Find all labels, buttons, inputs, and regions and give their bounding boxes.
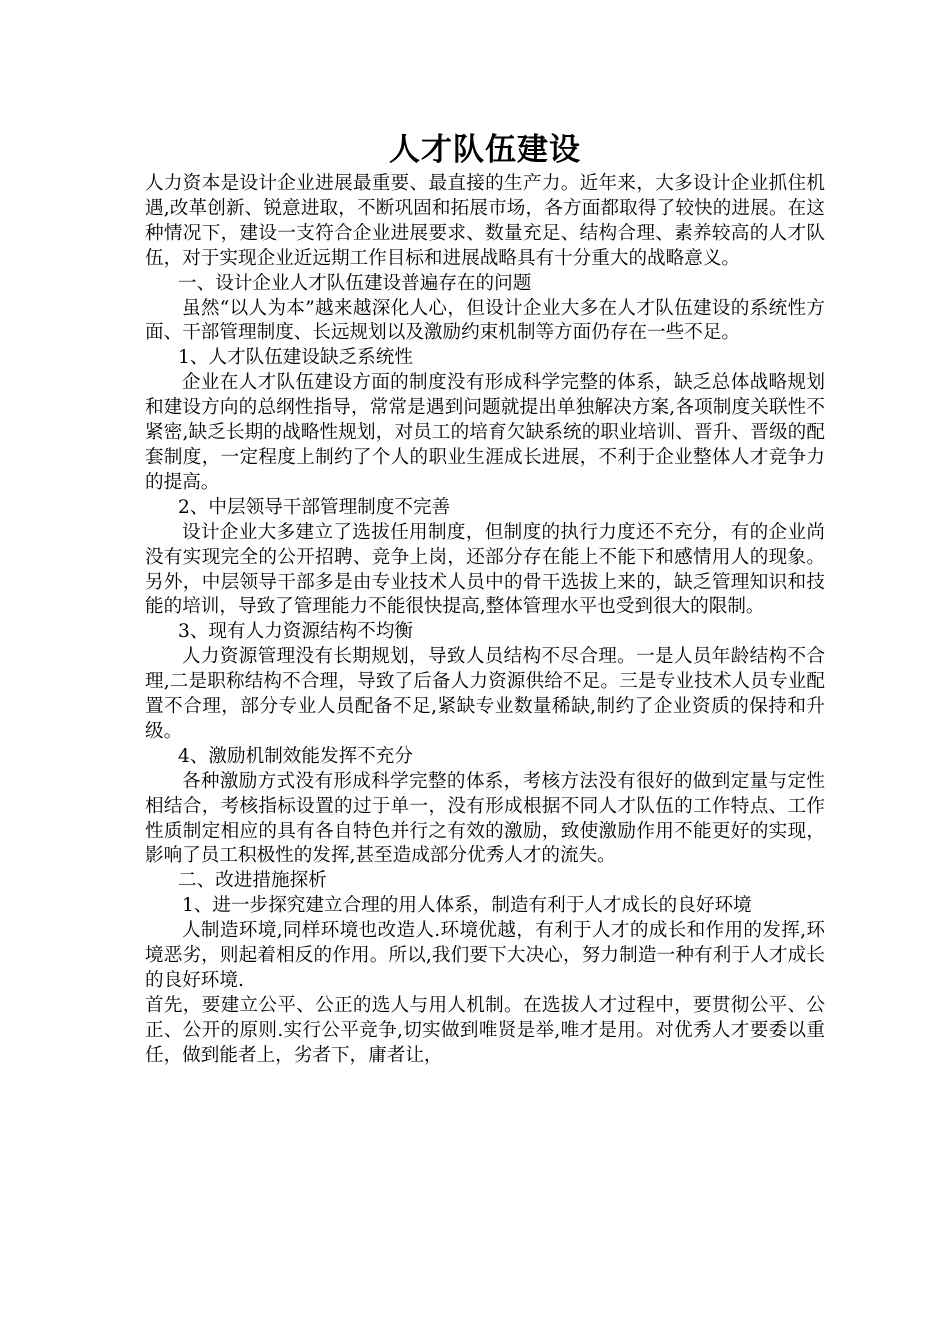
document-title: 人才队伍建设 bbox=[389, 132, 581, 168]
section-heading-measures: 二、改进措施探析 bbox=[178, 870, 327, 892]
plain-paragraph: 首先，要建立公平、公正的选人与用人机制。在选拔人才过程中，要贯彻公平、公正、公开的原则.实行公平竞争,切实做到唯贤是举,唯才是用。对优秀人才要委以重任，做到能者上，劣者下，庸者让， bbox=[145, 994, 825, 1066]
subheading-incentive: 4、激励机制效能发挥不充分 bbox=[178, 745, 413, 767]
body-paragraph: 设计企业大多建立了选拔任用制度，但制度的执行力度还不充分，有的企业尚没有实现完全的公开招聘、竞争上岗，还部分存在能上不能下和感情用人的现象。另外，中层领导干部多是由专业技术人员中的骨干选拔上来的，缺乏管理知识和技能的培训，导致了管理能力不能很快提高,整体管理水平也受到很大的限制。 bbox=[145, 521, 825, 618]
body-paragraph: 企业在人才队伍建设方面的制度没有形成科学完整的体系，缺乏总体战略规划和建设方向的总纲性指导，常常是遇到问题就提出单独解决方案,各项制度关联性不紧密,缺乏长期的战略性规划，对员工的培育欠缺系统的职业培训、晋升、晋级的配套制度，一定程度上制约了个人的职业生涯成长进展，不利于企业整体人才竞争力的提高。 bbox=[145, 372, 825, 493]
body-paragraph: 1、进一步探究建立合理的用人体系，制造有利于人才成长的良好环境 bbox=[182, 895, 752, 917]
section-heading-problems: 一、设计企业人才队伍建设普遍存在的问题 bbox=[178, 272, 532, 294]
document-page bbox=[145, 128, 825, 1069]
intro-paragraph: 人力资本是设计企业进展最重要、最直接的生产力。近年来，大多设计企业抓住机遇,改革创新、锐意进取，不断巩固和拓展市场，各方面都取得了较快的进展。在这种情况下，建设一支符合企业进展要求、数量充足、结构合理、素养较高的人才队伍，对于实现企业近远期工作目标和进展战略具有十分重大的战略意义。 bbox=[145, 173, 825, 269]
subheading-systematic: 1、人才队伍建设缺乏系统性 bbox=[178, 347, 413, 369]
body-paragraph: 虽然“以人为本”越来越深化人心，但设计企业大多在人才队伍建设的系统性方面、干部管理制度、长远规划以及激励约束机制等方面仍存在一些不足。 bbox=[145, 297, 825, 344]
body-paragraph: 各种激励方式没有形成科学完整的体系，考核方法没有很好的做到定量与定性相结合，考核指标设置的过于单一，没有形成根据不同人才队伍的工作特点、工作性质制定相应的具有各自特色并行之有效的激励，致使激励作用不能更好的实现，影响了员工积极性的发挥,甚至造成部分优秀人才的流失。 bbox=[145, 770, 825, 867]
subheading-management: 2、中层领导干部管理制度不完善 bbox=[178, 496, 451, 518]
body-paragraph: 人制造环境,同样环境也改造人.环境优越，有利于人才的成长和作用的发挥,环境恶劣，则起着相反的作用。所以,我们要下大决心，努力制造一种有利于人才成长的良好环境. bbox=[145, 920, 825, 991]
subheading-structure: 3、现有人力资源结构不均衡 bbox=[178, 621, 413, 643]
body-paragraph: 人力资源管理没有长期规划，导致人员结构不尽合理。一是人员年龄结构不合理,二是职称结构不合理，导致了后备人力资源供给不足。三是专业技术人员专业配置不合理，部分专业人员配备不足,紧缺专业数量稀缺,制约了企业资质的保持和升级。 bbox=[145, 646, 825, 742]
document-body bbox=[145, 172, 825, 1069]
